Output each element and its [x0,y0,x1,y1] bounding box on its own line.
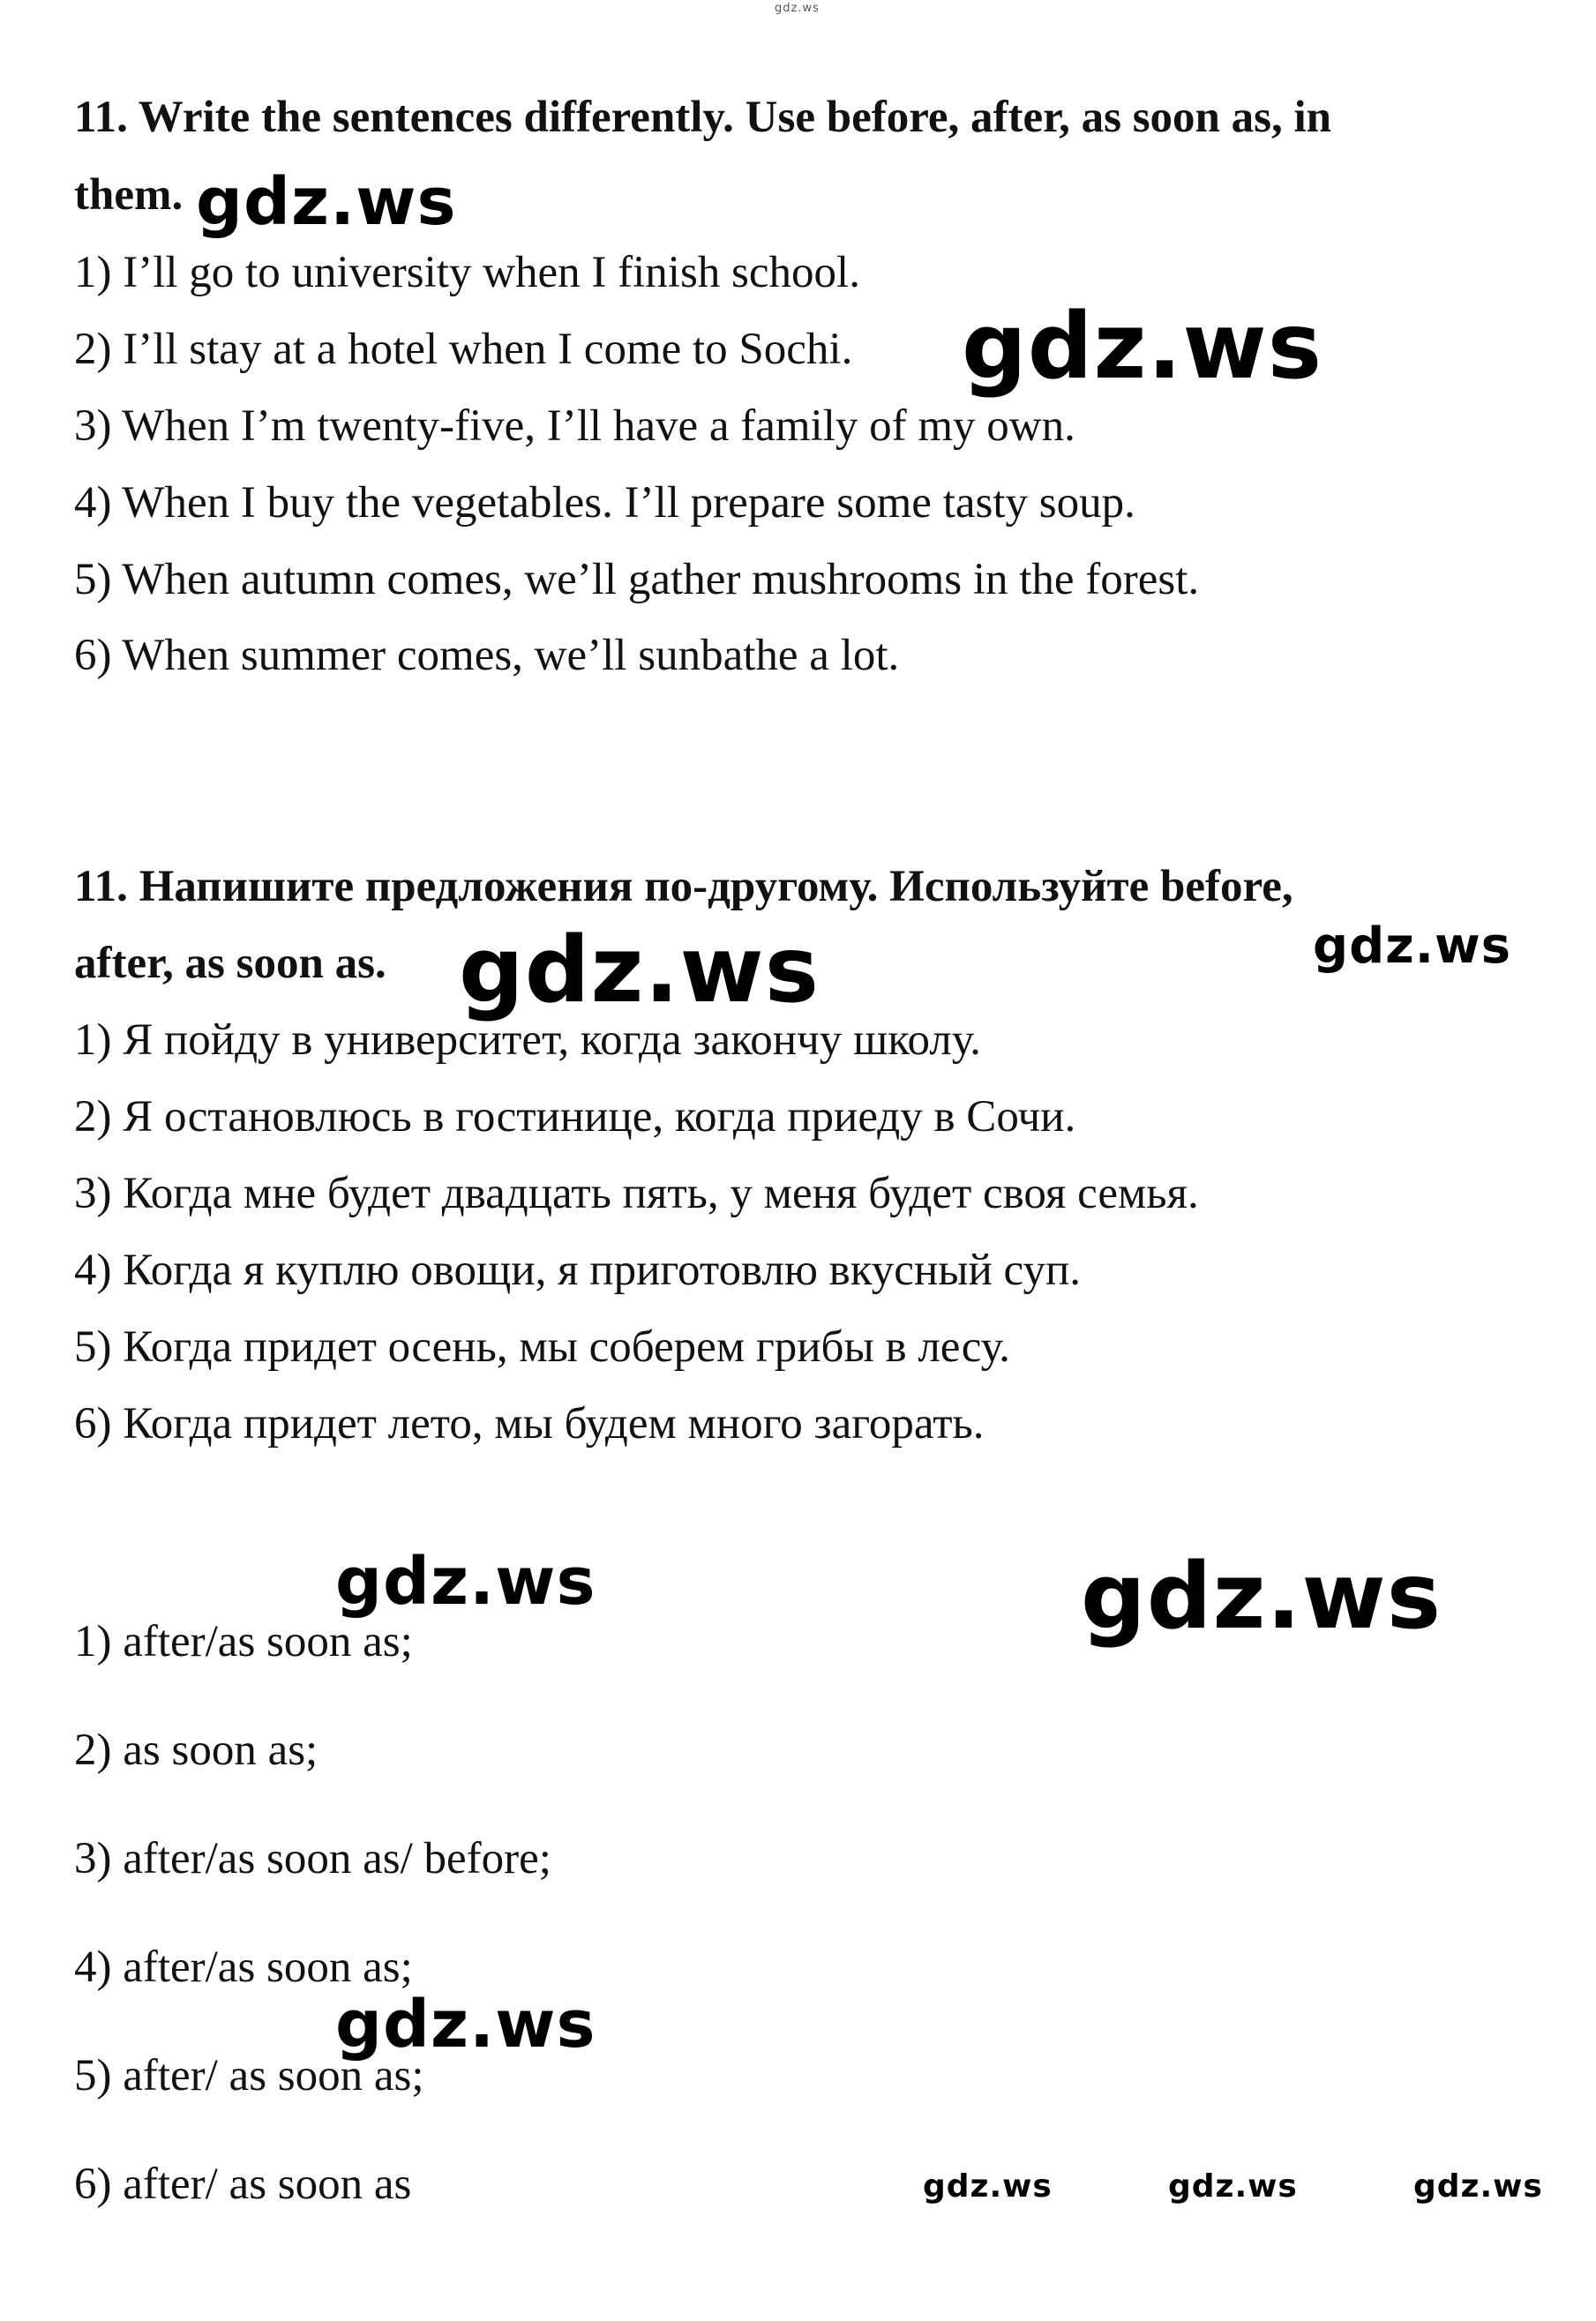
russian-heading-line2: after, as soon as. [74,939,386,988]
answer-4: 4) after/as soon as; [74,1943,413,1992]
russian-sentence-5: 5) Когда придет осень, мы соберем грибы в лесу. [74,1322,1010,1372]
watermark: gdz.ws [459,917,820,1023]
english-heading-line1: 11. Write the sentences differently. Use before, after, as soon as, in [74,93,1332,142]
russian-sentence-2: 2) Я остановлюсь в гостинице, когда приеду в Сочи. [74,1092,1076,1142]
english-sentence-4: 4) When I buy the vegetables. I’ll prepare some tasty soup. [74,478,1135,528]
answer-1: 1) after/as soon as; [74,1617,413,1666]
watermark: gdz.ws [923,2168,1053,2205]
watermark: gdz.ws [335,1544,596,1620]
english-sentence-6: 6) When summer comes, we’ll sunbathe a lot. [74,631,900,680]
watermark: gdz.ws [962,294,1323,400]
answer-2: 2) as soon as; [74,1726,318,1775]
watermark: gdz.ws [1413,2168,1543,2205]
answer-5: 5) after/ as soon as; [74,2051,424,2100]
english-sentence-5: 5) When autumn comes, we’ll gather mushrooms in the forest. [74,555,1200,604]
watermark: gdz.ws [1313,917,1512,975]
english-heading-line2: them. [74,170,184,220]
russian-heading-line1: 11. Напишите предложения по-другому. Используйте before, [74,862,1293,911]
watermark: gdz.ws [196,164,457,240]
english-sentence-3: 3) When I’m twenty-five, I’ll have a family of my own. [74,401,1075,451]
watermark: gdz.ws [1168,2168,1298,2205]
watermark-top: gdz.ws [775,2,820,15]
answer-3: 3) after/as soon as/ before; [74,1834,551,1883]
answer-6: 6) after/ as soon as [74,2160,412,2209]
english-sentence-2: 2) I’ll stay at a hotel when I come to Sochi. [74,325,853,374]
russian-sentence-6: 6) Когда придет лето, мы будем много загорать. [74,1399,985,1449]
russian-sentence-3: 3) Когда мне будет двадцать пять, у меня будет своя семья. [74,1169,1199,1218]
watermark: gdz.ws [335,1987,596,2063]
russian-sentence-1: 1) Я пойду в университет, когда закончу школу. [74,1015,981,1065]
english-sentence-1: 1) I’ll go to university when I finish school. [74,248,860,297]
watermark: gdz.ws [1081,1544,1442,1650]
russian-sentence-4: 4) Когда я куплю овощи, я приготовлю вкусный суп. [74,1246,1082,1295]
